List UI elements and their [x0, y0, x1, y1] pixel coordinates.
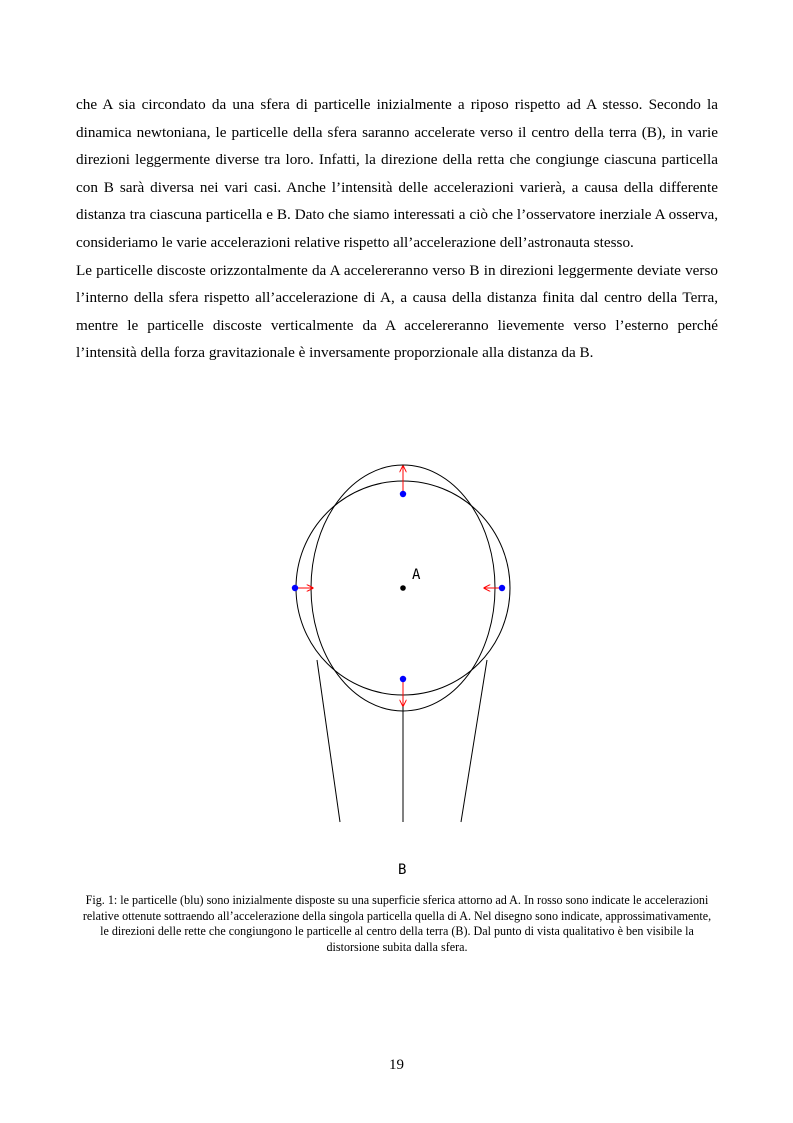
line-right-to-earth	[461, 660, 487, 822]
particle-left	[292, 585, 298, 591]
line-left-to-earth	[317, 660, 340, 822]
particle-top	[400, 491, 406, 497]
body-text	[76, 91, 718, 367]
particle-right	[499, 585, 505, 591]
label-a: A	[412, 567, 421, 583]
figure-1	[270, 455, 530, 880]
sphere-distortion-diagram	[270, 455, 530, 880]
label-b: B	[398, 862, 407, 878]
page-number: 19	[389, 1057, 404, 1073]
particle-bottom	[400, 676, 406, 682]
observer-a-point	[400, 585, 406, 591]
figure-caption: Fig. 1: le particelle (blu) sono inizialmente disposte su una superficie sferica attorno ad A. In rosso sono indicate le accelerazioni relative ottenute sottraendo all’accelerazione della singola particella quella di A. Nel disegno sono indicate, approssimativamente, le direzioni delle rette che congiungono le particelle al centro della terra (B). Dal punto di vista qualitativo è ben visibile la distorsione subita dalla sfera.	[82, 893, 712, 954]
paragraph-1: che A sia circondato da una sfera di particelle inizialmente a riposo rispetto ad A stesso. Secondo la dinamica newtoniana, le particelle della sfera saranno accelerate verso il centro della terra (B), in varie direzioni leggermente diverse tra loro. Infatti, la direzione della retta che congiunge ciascuna particella con B sarà diversa nei vari casi. Anche l’intensità delle accelerazioni varierà, a causa della differente distanza tra ciascuna particella e B. Dato che siamo interessati a ciò che l’osservatore inerziale A osserva, consideriamo le varie accelerazioni relative rispetto all’accelerazione dell’astronauta stesso.	[76, 96, 718, 251]
paragraph-2: Le particelle discoste orizzontalmente da A accelereranno verso B in direzioni leggermente deviate verso l’interno della sfera rispetto all’accelerazione di A, a causa della distanza finita dal centro della Terra, mentre le particelle discoste verticalmente da A accelereranno lievemente verso l’esterno perché l’intensità della forza gravitazionale è inversamente proporzionale alla distanza da B.	[76, 261, 718, 362]
